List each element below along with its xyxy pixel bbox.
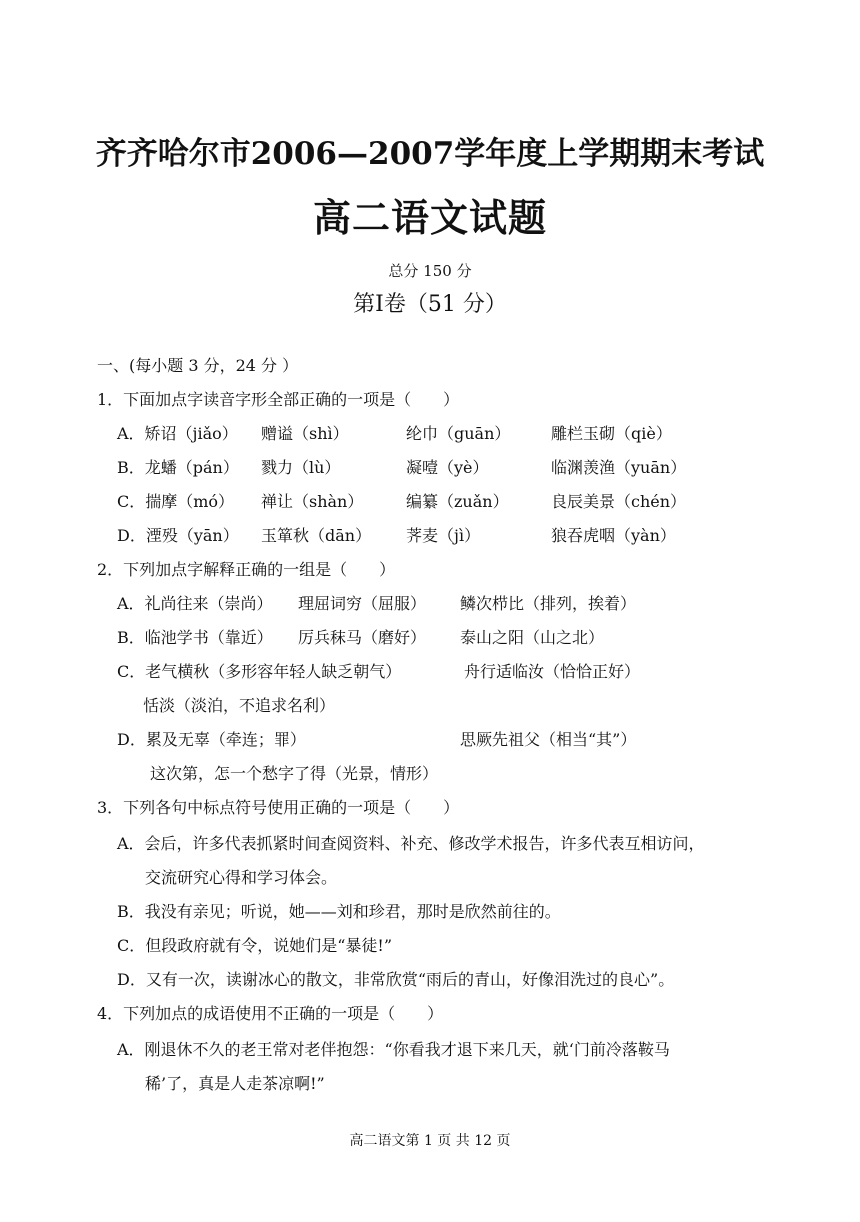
q2-option-b-1: B．临池学书（靠近） bbox=[117, 628, 273, 647]
volume-heading: 第Ⅰ卷（51 分） bbox=[353, 292, 507, 317]
q1-option-b-4: 临渊羡渔（yuān） bbox=[551, 458, 687, 477]
question-3-stem: 3．下列各句中标点符号使用正确的一项是（ ） bbox=[97, 798, 460, 817]
total-score: 总分 150 分 bbox=[388, 262, 472, 280]
q2-option-a-2: 理屈词穷（屈服） bbox=[298, 594, 427, 613]
q1-option-b-1: B．龙蟠（pán） bbox=[117, 458, 239, 477]
q1-option-a-1: A．矫诏（jiǎo） bbox=[117, 424, 238, 443]
q1-option-a-4: 雕栏玉砌（qiè） bbox=[551, 424, 672, 443]
question-4-stem: 4．下列加点的成语使用不正确的一项是（ ） bbox=[97, 1004, 444, 1023]
q2-option-c-2: 舟行适临汝（恰恰正好） bbox=[464, 662, 641, 681]
q2-option-b-2: 厉兵秣马（磨好） bbox=[298, 628, 427, 647]
q1-option-c-3: 编纂（zuǎn） bbox=[406, 492, 509, 511]
q3-option-a-line2: 交流研究心得和学习体会。 bbox=[145, 868, 338, 887]
q2-option-c-3: 恬淡（淡泊，不追求名利） bbox=[143, 696, 336, 715]
q2-option-a-3: 鳞次栉比（排列，挨着） bbox=[460, 594, 637, 613]
q2-option-b-3: 泰山之阳（山之北） bbox=[460, 628, 605, 647]
q1-option-d-4: 狼吞虎咽（yàn） bbox=[551, 526, 676, 545]
q1-option-c-1: C．揣摩（mó） bbox=[117, 492, 235, 511]
q3-option-d: D．又有一次，读谢冰心的散文，非常欣赏“雨后的青山，好像泪洗过的良心”。 bbox=[117, 970, 675, 989]
question-2-stem: 2．下列加点字解释正确的一组是（ ） bbox=[97, 560, 396, 579]
q3-option-a-line1: A．会后，许多代表抓紧时间查阅资料、补充、修改学术报告，许多代表互相访问， bbox=[117, 834, 705, 853]
q1-option-d-1: D．湮殁（yān） bbox=[117, 526, 239, 545]
section-heading: 一、(每小题 3 分，24 分 ） bbox=[97, 356, 299, 375]
q2-option-d-1: D．累及无辜（牵连；罪） bbox=[117, 730, 306, 749]
q1-option-c-4: 良辰美景（chén） bbox=[551, 492, 687, 511]
question-1-stem: 1．下面加点字读音字形全部正确的一项是（ ） bbox=[97, 390, 460, 409]
q2-option-d-3: 这次第，怎一个愁字了得（光景，情形） bbox=[150, 764, 439, 783]
q1-option-b-2: 戮力（lù） bbox=[261, 458, 341, 477]
q1-option-c-2: 禅让（shàn） bbox=[261, 492, 364, 511]
q3-option-c: C．但段政府就有令，说她们是“暴徒!” bbox=[117, 936, 393, 955]
q2-option-c-1: C．老气横秋（多形容年轻人缺乏朝气） bbox=[117, 662, 402, 681]
q2-option-a-1: A．礼尚往来（崇尚） bbox=[117, 594, 273, 613]
q4-option-a-line2: 稀’了，真是人走茶凉啊!” bbox=[145, 1074, 325, 1093]
q1-option-a-2: 赠谥（shì） bbox=[261, 424, 349, 443]
q1-option-d-2: 玉箪秋（dān） bbox=[261, 526, 372, 545]
q1-option-a-3: 纶巾（guān） bbox=[406, 424, 511, 443]
q3-option-b: B．我没有亲见；听说，她——刘和珍君，那时是欣然前往的。 bbox=[117, 902, 561, 921]
q1-option-d-3: 荠麦（jì） bbox=[406, 526, 481, 545]
q1-option-b-3: 凝噎（yè） bbox=[406, 458, 489, 477]
page-footer: 高二语文第 1 页 共 12 页 bbox=[349, 1133, 511, 1149]
q4-option-a-line1: A．刚退休不久的老王常对老伴抱怨：“你看我才退下来几天，就‘门前冷落鞍马 bbox=[117, 1040, 670, 1059]
exam-subtitle: 高二语文试题 bbox=[312, 195, 547, 240]
exam-title: 齐齐哈尔市2006—2007学年度上学期期末考试 bbox=[95, 136, 765, 172]
q2-option-d-2: 思厥先祖父（相当“其”） bbox=[460, 730, 637, 749]
